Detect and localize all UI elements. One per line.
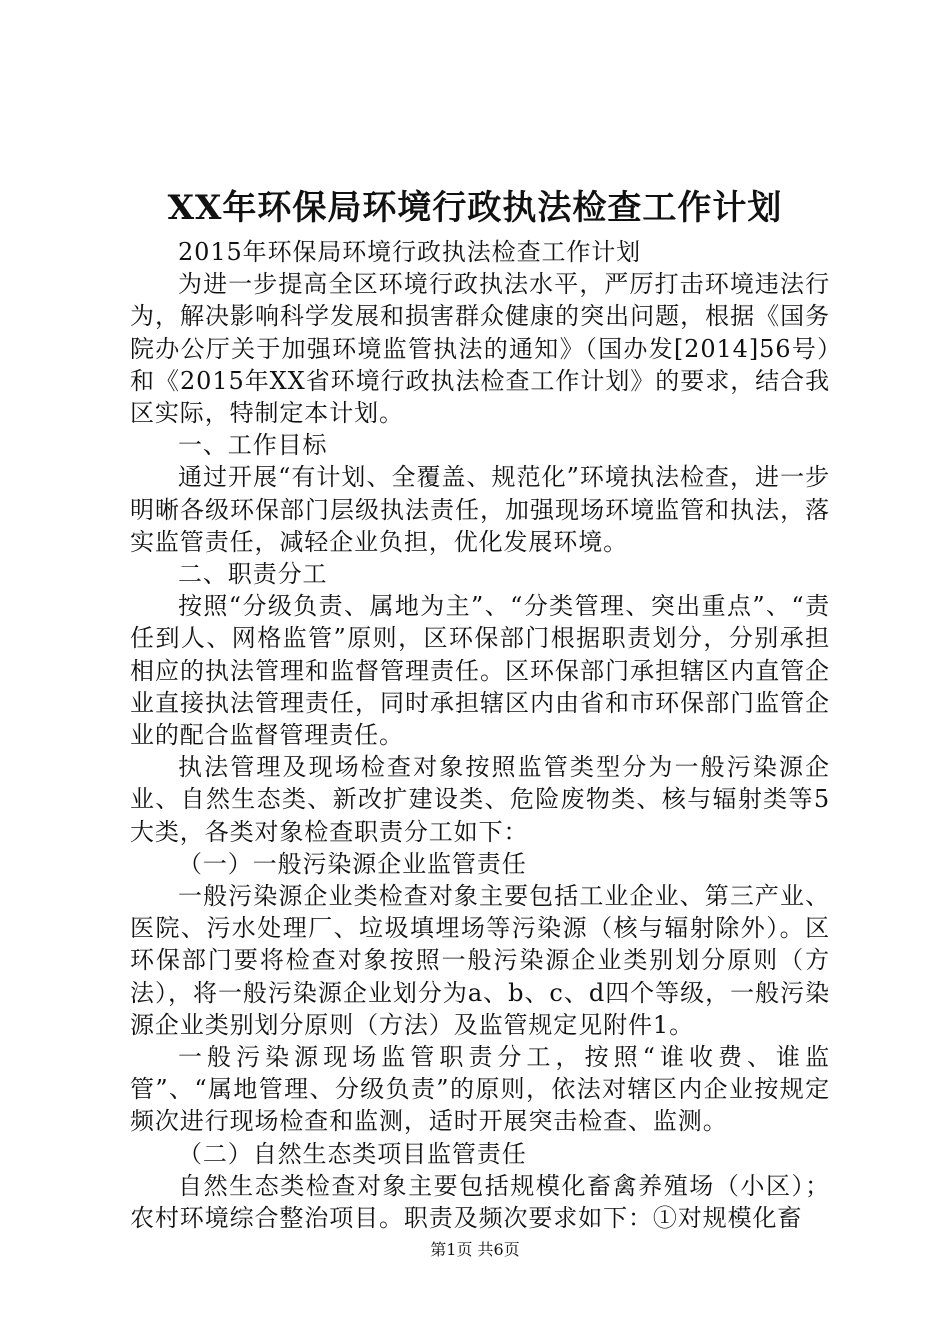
section-heading-goals: 一、工作目标 <box>178 431 328 460</box>
responsibilities-paragraph-2: 执法管理及现场检查对象按照监管类型分为一般污染源企业、自然生态类、新改扩建设类、危险废物类、核与辐射类等5大类，各类对象检查职责分工如下： <box>130 753 830 846</box>
subsection-heading-natural-ecology: （二）自然生态类项目监管责任 <box>178 1139 527 1168</box>
general-pollution-paragraph-1: 一般污染源企业类检查对象主要包括工业企业、第三产业、医院、污水处理厂、垃圾填埋场等污染源（核与辐射除外）。区环保部门要将检查对象按照一般污染源企业类别划分原则（方法），将一般污染源企业划分为a、b、c、d四个等级，一般污染源企业类别划分原则（方法）及监管规定见附件1。 <box>130 882 830 1039</box>
section-heading-responsibilities: 二、职责分工 <box>178 560 328 589</box>
intro-paragraph: 为进一步提高全区环境行政执法水平，严厉打击环境违法行为，解决影响科学发展和损害群众健康的突出问题，根据《国务院办公厅关于加强环境监管执法的通知》（国办发[2014]56号）和《2015年XX省环境行政执法检查工作计划》的要求，结合我区实际，特制定本计划。 <box>130 270 830 428</box>
page-footer: 第1页 共6页 <box>430 1240 520 1259</box>
general-pollution-paragraph-2: 一般污染源现场监管职责分工，按照“谁收费、谁监管”、“属地管理、分级负责”的原则，依法对辖区内企业按规定频次进行现场检查和监测，适时开展突击检查、监测。 <box>130 1043 830 1136</box>
subsection-heading-general-pollution: （一）一般污染源企业监管责任 <box>178 849 527 878</box>
natural-ecology-paragraph: 自然生态类检查对象主要包括规模化畜禽养殖场（小区）；农村环境综合整治项目。职责及频次要求如下：①对规模化畜 <box>130 1171 830 1233</box>
document-title: XX年环保局环境行政执法检查工作计划 <box>167 188 783 228</box>
responsibilities-paragraph-1: 按照“分级负责、属地为主”、“分类管理、突出重点”、“责任到人、网格监管”原则，区环保部门根据职责划分，分别承担相应的执法管理和监督管理责任。区环保部门承担辖区内直管企业直接执法管理责任，同时承担辖区内由省和市环保部门监管企业的配合监督管理责任。 <box>130 592 830 750</box>
document-body <box>130 236 830 1234</box>
goals-paragraph: 通过开展“有计划、全覆盖、规范化”环境执法检查，进一步明晰各级环保部门层级执法责任，加强现场环境监管和执法，落实监管责任，减轻企业负担，优化发展环境。 <box>130 463 830 556</box>
document-subtitle: 2015年环保局环境行政执法检查工作计划 <box>178 238 642 266</box>
